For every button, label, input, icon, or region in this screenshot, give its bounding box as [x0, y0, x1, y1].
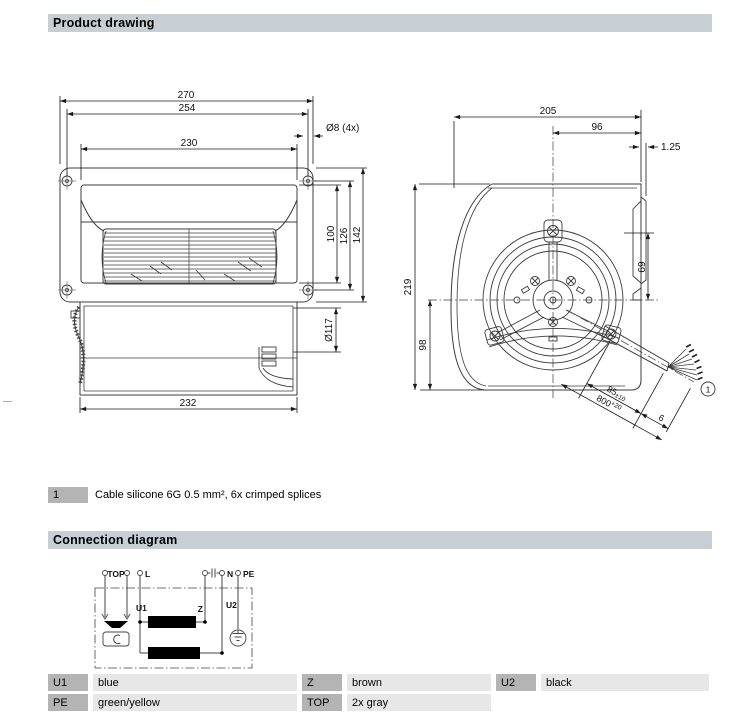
- thermal-protector-icon: [102, 614, 130, 646]
- side-profile-inner-lines: [80, 306, 297, 391]
- section-header-connection-diagram: Connection diagram: [48, 531, 712, 549]
- ext-lines-cable: [579, 343, 691, 443]
- terminal-label-l: L: [145, 569, 151, 579]
- table-row: [48, 694, 709, 711]
- dim-cable-strip: 85±10: [605, 383, 627, 404]
- wiring-lines: [105, 576, 238, 654]
- dim-center-to-bottom: 98: [418, 339, 429, 351]
- scroll-view: [428, 126, 715, 398]
- wire-value-u1: blue: [93, 674, 297, 691]
- wire-label-pe: PE: [48, 694, 88, 711]
- housing-outline: [451, 184, 641, 390]
- dim-height: 219: [403, 278, 414, 296]
- wire-value-pe: green/yellow: [93, 694, 297, 711]
- terminal-label-pe: PE: [243, 569, 255, 579]
- mounting-holes: [58, 172, 317, 299]
- wire-value-top: 2x gray: [347, 694, 491, 711]
- dim-width: 205: [539, 106, 557, 117]
- wire-label-z: Z: [302, 674, 342, 691]
- winding-aux: [148, 647, 200, 659]
- centerlines: [428, 126, 694, 398]
- cable-note-index: 1: [48, 487, 88, 503]
- side-profile-body: [80, 302, 297, 395]
- dim-depth: 232: [179, 398, 197, 409]
- terminal-label-n: N: [227, 569, 234, 579]
- dim-flange-offset: 1.25: [661, 142, 681, 153]
- impeller-blade-marks: [131, 258, 262, 281]
- wire-value-z: brown: [347, 674, 491, 691]
- wire-color-table: [48, 674, 709, 711]
- table-row: [48, 674, 709, 691]
- cable-note-text: Cable silicone 6G 0.5 mm², 6x crimped splices: [95, 489, 322, 501]
- flange-tab: [633, 197, 646, 300]
- dim-cable-length: $800^{+20}$: [594, 392, 623, 412]
- winding-label-u1: U1: [136, 603, 147, 613]
- dim-center-to-top: 69: [637, 261, 648, 273]
- front-view-dimensions: [60, 90, 367, 413]
- wire-label-u2: U2: [496, 674, 536, 691]
- winding-label-z: Z: [197, 604, 203, 614]
- wire-label-top: TOP: [302, 694, 342, 711]
- dim-height-holes: 126: [339, 227, 350, 245]
- dim-hole-dia: Ø8 (4x): [326, 123, 360, 134]
- winding-main: [148, 616, 196, 628]
- callout-number: 1: [705, 384, 711, 395]
- dim-inlet-dia: Ø117: [324, 318, 335, 342]
- side-cable-bundle: [71, 307, 83, 384]
- callout-balloon: [701, 382, 715, 396]
- grille-slats: [104, 229, 276, 284]
- outlet-collar: [259, 347, 293, 387]
- scroll-view-dimensions: [403, 106, 690, 443]
- inlet-bell-curves: [81, 200, 297, 231]
- wire-value-u2: black: [541, 674, 709, 691]
- front-flange-plate: [60, 168, 313, 302]
- wire-label-u1: U1: [48, 674, 88, 691]
- product-drawing-canvas: [0, 36, 750, 470]
- side-profile-view: [71, 302, 297, 395]
- earth-ground-icon: [230, 630, 246, 646]
- connection-diagram-canvas: [0, 555, 750, 680]
- section-header-product-drawing: Product drawing: [48, 14, 712, 32]
- dim-wire-end: 6: [656, 412, 667, 424]
- dim-width-outer: 270: [177, 90, 195, 101]
- dim-center-to-edge: 96: [591, 122, 603, 133]
- capacitor-icon: [208, 569, 220, 578]
- dim-height-inlet: 100: [326, 225, 337, 243]
- dim-width-inlet: 230: [180, 138, 198, 149]
- terminal-label-top: TOP: [107, 569, 125, 579]
- front-view: [58, 168, 317, 302]
- dim-height-outer: 142: [352, 226, 363, 244]
- winding-label-u2: U2: [226, 600, 237, 610]
- dim-width-holes: 254: [178, 103, 196, 114]
